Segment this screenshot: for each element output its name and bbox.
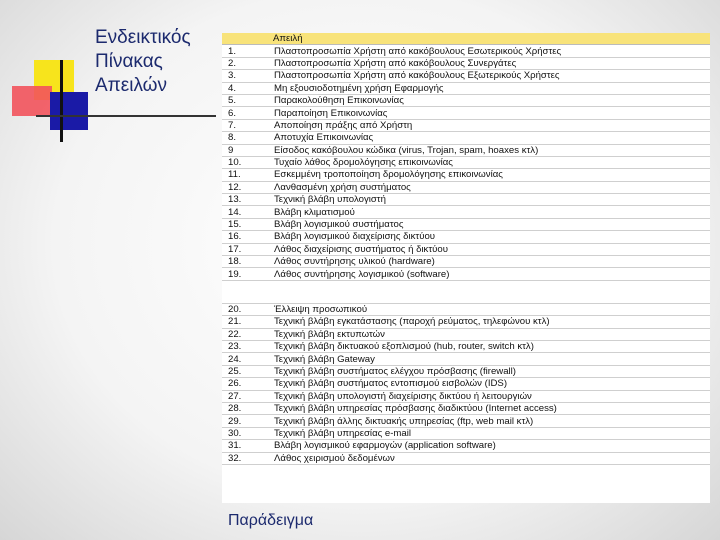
row-threat-text: Τεχνική βλάβη υπηρεσίας πρόσβασης διαδικτύου (Internet access)	[270, 402, 710, 414]
table-row	[222, 57, 710, 69]
row-threat-text: Αποποίηση πράξης από Χρήστη	[270, 119, 710, 131]
table-header-row	[222, 33, 710, 45]
row-number: 29.	[222, 415, 270, 427]
table-row	[222, 70, 710, 82]
row-threat-text: Τεχνική βλάβη υπολογιστή	[270, 194, 710, 206]
decor-blue-square	[50, 92, 88, 130]
table-row	[222, 94, 710, 106]
row-number: 16.	[222, 231, 270, 243]
row-number: 4.	[222, 82, 270, 94]
row-threat-text: Τεχνική βλάβη άλλης δικτυακής υπηρεσίας (ftp, web mail κτλ)	[270, 415, 710, 427]
row-number: 25.	[222, 365, 270, 377]
table-row	[222, 440, 710, 452]
row-number: 8.	[222, 132, 270, 144]
table-row	[222, 218, 710, 230]
row-threat-text: Τεχνική βλάβη υπολογιστή διαχείρισης δικτύου ή λειτουργιών	[270, 390, 710, 402]
decor-vertical-line	[60, 60, 63, 142]
row-threat-text	[270, 280, 710, 303]
table-row	[222, 303, 710, 315]
header-threat-cell: Απειλή	[270, 33, 710, 45]
table-row	[222, 452, 710, 464]
row-threat-text: Βλάβη κλιματισμού	[270, 206, 710, 218]
table-row	[222, 402, 710, 414]
threats-table	[222, 33, 710, 465]
slide-caption: Παράδειγμα	[228, 512, 314, 529]
row-number: 5.	[222, 94, 270, 106]
row-threat-text: Τεχνική βλάβη εγκατάστασης (παροχή ρεύματος, τηλεφώνου κτλ)	[270, 316, 710, 328]
table-row	[222, 156, 710, 168]
row-threat-text: Αποτυχία Επικοινωνίας	[270, 132, 710, 144]
row-number: 18.	[222, 256, 270, 268]
table-row	[222, 132, 710, 144]
row-threat-text: Εσκεμμένη τροποποίηση δρομολόγησης επικοινωνίας	[270, 169, 710, 181]
table-row	[222, 378, 710, 390]
table-row	[222, 280, 710, 303]
row-number: 12.	[222, 181, 270, 193]
table-row	[222, 82, 710, 94]
row-threat-text: Πλαστοπροσωπία Χρήστη από κακόβουλους Συνεργάτες	[270, 57, 710, 69]
row-threat-text: Βλάβη λογισμικού εφαρμογών (application software)	[270, 440, 710, 452]
row-number: 15.	[222, 218, 270, 230]
row-number: 14.	[222, 206, 270, 218]
table-row	[222, 206, 710, 218]
table-row	[222, 353, 710, 365]
row-number: 27.	[222, 390, 270, 402]
row-threat-text: Παρακολούθηση Επικοινωνίας	[270, 94, 710, 106]
row-number: 28.	[222, 402, 270, 414]
row-number: 24.	[222, 353, 270, 365]
table-row	[222, 119, 710, 131]
row-number: 10.	[222, 156, 270, 168]
slide-title-line: Πίνακας	[95, 51, 163, 72]
table-row	[222, 340, 710, 352]
table-row	[222, 256, 710, 268]
threats-table-container	[222, 33, 710, 503]
slide-title	[95, 26, 215, 98]
table-row	[222, 194, 710, 206]
row-threat-text: Πλαστοπροσωπία Χρήστη από κακόβουλους Εσωτερικούς Χρήστες	[270, 45, 710, 57]
row-number: 20.	[222, 303, 270, 315]
row-number: 22.	[222, 328, 270, 340]
row-threat-text: Τεχνική βλάβη εκτυπωτών	[270, 328, 710, 340]
table-row	[222, 107, 710, 119]
row-threat-text: Τεχνική βλάβη δικτυακού εξοπλισμού (hub, router, switch κτλ)	[270, 340, 710, 352]
decor-red-square	[12, 86, 52, 116]
decor-horizontal-line	[36, 115, 216, 117]
table-row	[222, 181, 710, 193]
table-row	[222, 169, 710, 181]
row-threat-text: Είσοδος κακόβουλου κώδικα (virus, Trojan, spam, hoaxes κτλ)	[270, 144, 710, 156]
table-row	[222, 427, 710, 439]
table-row	[222, 328, 710, 340]
row-number: 2.	[222, 57, 270, 69]
table-row	[222, 243, 710, 255]
table-row	[222, 231, 710, 243]
row-number: 32.	[222, 452, 270, 464]
row-number: 13.	[222, 194, 270, 206]
row-threat-text: Βλάβη λογισμικού συστήματος	[270, 218, 710, 230]
row-threat-text: Λάθος συντήρησης λογισμικού (software)	[270, 268, 710, 280]
row-number: 9	[222, 144, 270, 156]
table-row	[222, 316, 710, 328]
row-threat-text: Τεχνική βλάβη υπηρεσίας e-mail	[270, 427, 710, 439]
row-number: 11.	[222, 169, 270, 181]
row-threat-text: Τεχνική βλάβη συστήματος εντοπισμού εισβολών (IDS)	[270, 378, 710, 390]
row-number: 3.	[222, 70, 270, 82]
row-number: 26.	[222, 378, 270, 390]
row-threat-text: Λάθος χειρισμού δεδομένων	[270, 452, 710, 464]
row-threat-text: Παραποίηση Επικοινωνίας	[270, 107, 710, 119]
table-row	[222, 144, 710, 156]
row-threat-text: Λάθος συντήρησης υλικού (hardware)	[270, 256, 710, 268]
row-threat-text: Λανθασμένη χρήση συστήματος	[270, 181, 710, 193]
row-number: 1.	[222, 45, 270, 57]
row-number: 30.	[222, 427, 270, 439]
header-number-cell	[222, 33, 270, 45]
row-threat-text: Τεχνική βλάβη Gateway	[270, 353, 710, 365]
row-number: 7.	[222, 119, 270, 131]
slide-title-line: Ενδεικτικός	[95, 27, 191, 48]
row-threat-text: Λάθος διαχείρισης συστήματος ή δικτύου	[270, 243, 710, 255]
row-threat-text: Έλλειψη προσωπικού	[270, 303, 710, 315]
row-number	[222, 280, 270, 303]
slide-title-line: Απειλών	[95, 75, 168, 96]
row-threat-text: Τεχνική βλάβη συστήματος ελέγχου πρόσβασης (firewall)	[270, 365, 710, 377]
row-number: 23.	[222, 340, 270, 352]
row-number: 17.	[222, 243, 270, 255]
row-threat-text: Μη εξουσιοδοτημένη χρήση Εφαρμογής	[270, 82, 710, 94]
row-threat-text: Τυχαίο λάθος δρομολόγησης επικοινωνίας	[270, 156, 710, 168]
row-number: 6.	[222, 107, 270, 119]
table-row	[222, 365, 710, 377]
row-threat-text: Βλάβη λογισμικού διαχείρισης δικτύου	[270, 231, 710, 243]
table-row	[222, 390, 710, 402]
table-row	[222, 268, 710, 280]
row-number: 19.	[222, 268, 270, 280]
table-row	[222, 45, 710, 57]
row-threat-text: Πλαστοπροσωπία Χρήστη από κακόβουλους Εξωτερικούς Χρήστες	[270, 70, 710, 82]
row-number: 21.	[222, 316, 270, 328]
table-row	[222, 415, 710, 427]
row-number: 31.	[222, 440, 270, 452]
table-body	[222, 45, 710, 465]
